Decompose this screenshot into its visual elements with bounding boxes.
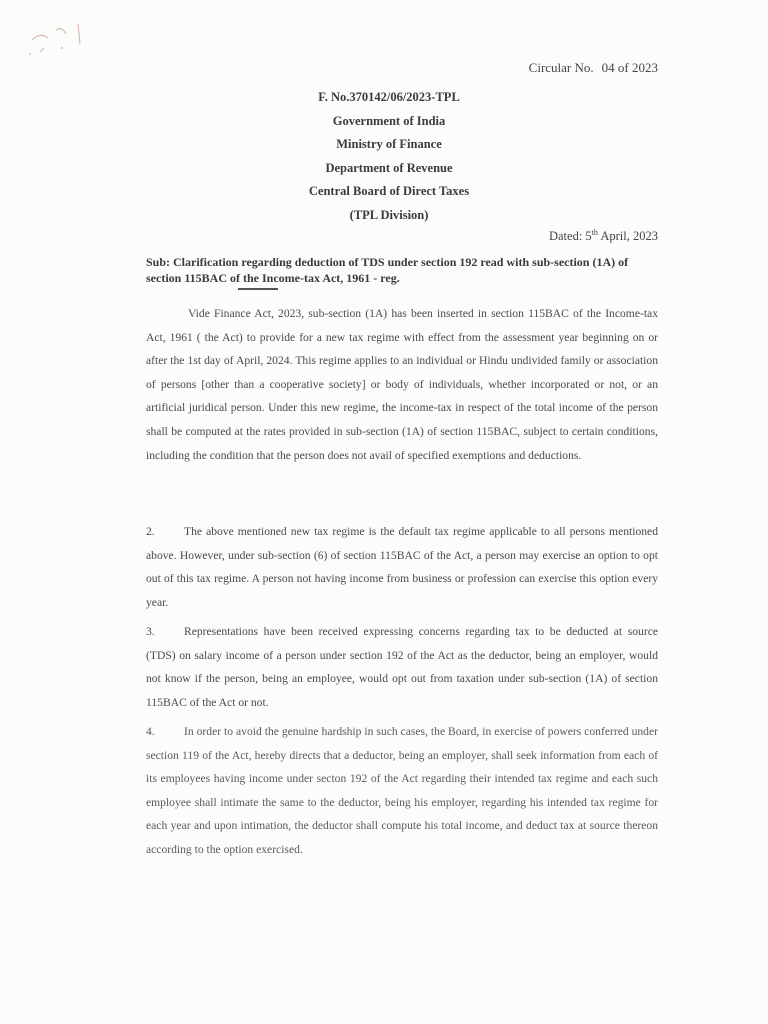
- circular-label: Circular No.: [528, 60, 594, 75]
- paragraph-4-number: 4.: [146, 725, 155, 738]
- file-number: F. No.370142/06/2023-TPL: [318, 90, 460, 104]
- paragraph-2-number: 2.: [146, 525, 155, 538]
- dated-label: Dated: 5: [548, 229, 592, 244]
- paragraph-4: [146, 720, 658, 862]
- subject-line: Sub: Clarification regarding deduction of TDS under section 192 read with sub-section (1A) of section 115BAC of the Income-tax Act, 1961 - reg.: [146, 255, 629, 285]
- paragraph-2-text: The above mentioned new tax regime is the default tax regime applicable to all persons mentioned above. However, under sub-section (6) of section 115BAC of the Act, a person may exercise an option to opt out of this tax regime. A person not having income from business or profession can exercise this option every year.: [146, 525, 658, 609]
- circular-number: [529, 60, 658, 76]
- dated-rest: April, 2023: [597, 229, 658, 244]
- paragraph-3-text: Representations have been received expressing concerns regarding tax to be deducted at source (TDS) on salary income of a person under section 192 of the Act as the deductor, being an employer, would not know if the person, being an employee, would opt out from taxation under sub-section (1A) of section 115BAC of the Act or not.: [146, 625, 658, 709]
- dated-line: [549, 228, 658, 244]
- paragraph-2: [146, 520, 658, 614]
- circular-value: 04 of 2023: [601, 60, 658, 75]
- department-line: Department of Revenue: [325, 160, 453, 175]
- paragraph-3: [146, 620, 658, 714]
- subject-underline: [238, 288, 278, 290]
- document-header: [0, 86, 768, 227]
- board-line: Central Board of Direct Taxes: [308, 184, 470, 198]
- paragraph-1-text: Vide Finance Act, 2023, sub-section (1A) has been inserted in section 115BAC of the Income-tax Act, 1961 ( the Act) to provide for a new tax regime with effect from the assessment year beginning on or after the 1st day of April, 2024. This regime applies to an individual or Hindu undivided family or association of persons [other than a cooperative society] or body of individuals, whether incorporated or not, or an artificial juridical person. Under this new regime, the income-tax in respect of the total income of the person shall be computed at the rates provided in sub-section (1A) of section 115BAC, subject to certain conditions, including the condition that the person does not avail of specified exemptions and deductions.: [146, 307, 658, 462]
- paragraph-3-number: 3.: [146, 625, 155, 638]
- paragraph-4-text: In order to avoid the genuine hardship in such cases, the Board, in exercise of powers conferred under section 119 of the Act, hereby directs that a deductor, being an employer, shall seek information from each of its employees having income under secton 192 of the Act regarding their intended tax regime and each such employee shall intimate the same to the deductor, being his employer, regarding his intended tax regime for each year and upon intimation, the deductor shall compute his total income, and deduct tax at source thereon according to the option exercised.: [146, 725, 658, 856]
- division-line: (TPL Division): [349, 207, 429, 222]
- ministry-line: Ministry of Finance: [336, 137, 442, 151]
- paragraph-1: [146, 302, 658, 467]
- government-line: Government of India: [332, 113, 446, 128]
- scan-smudge-mark: [22, 18, 92, 68]
- dated-suffix: th: [591, 228, 598, 237]
